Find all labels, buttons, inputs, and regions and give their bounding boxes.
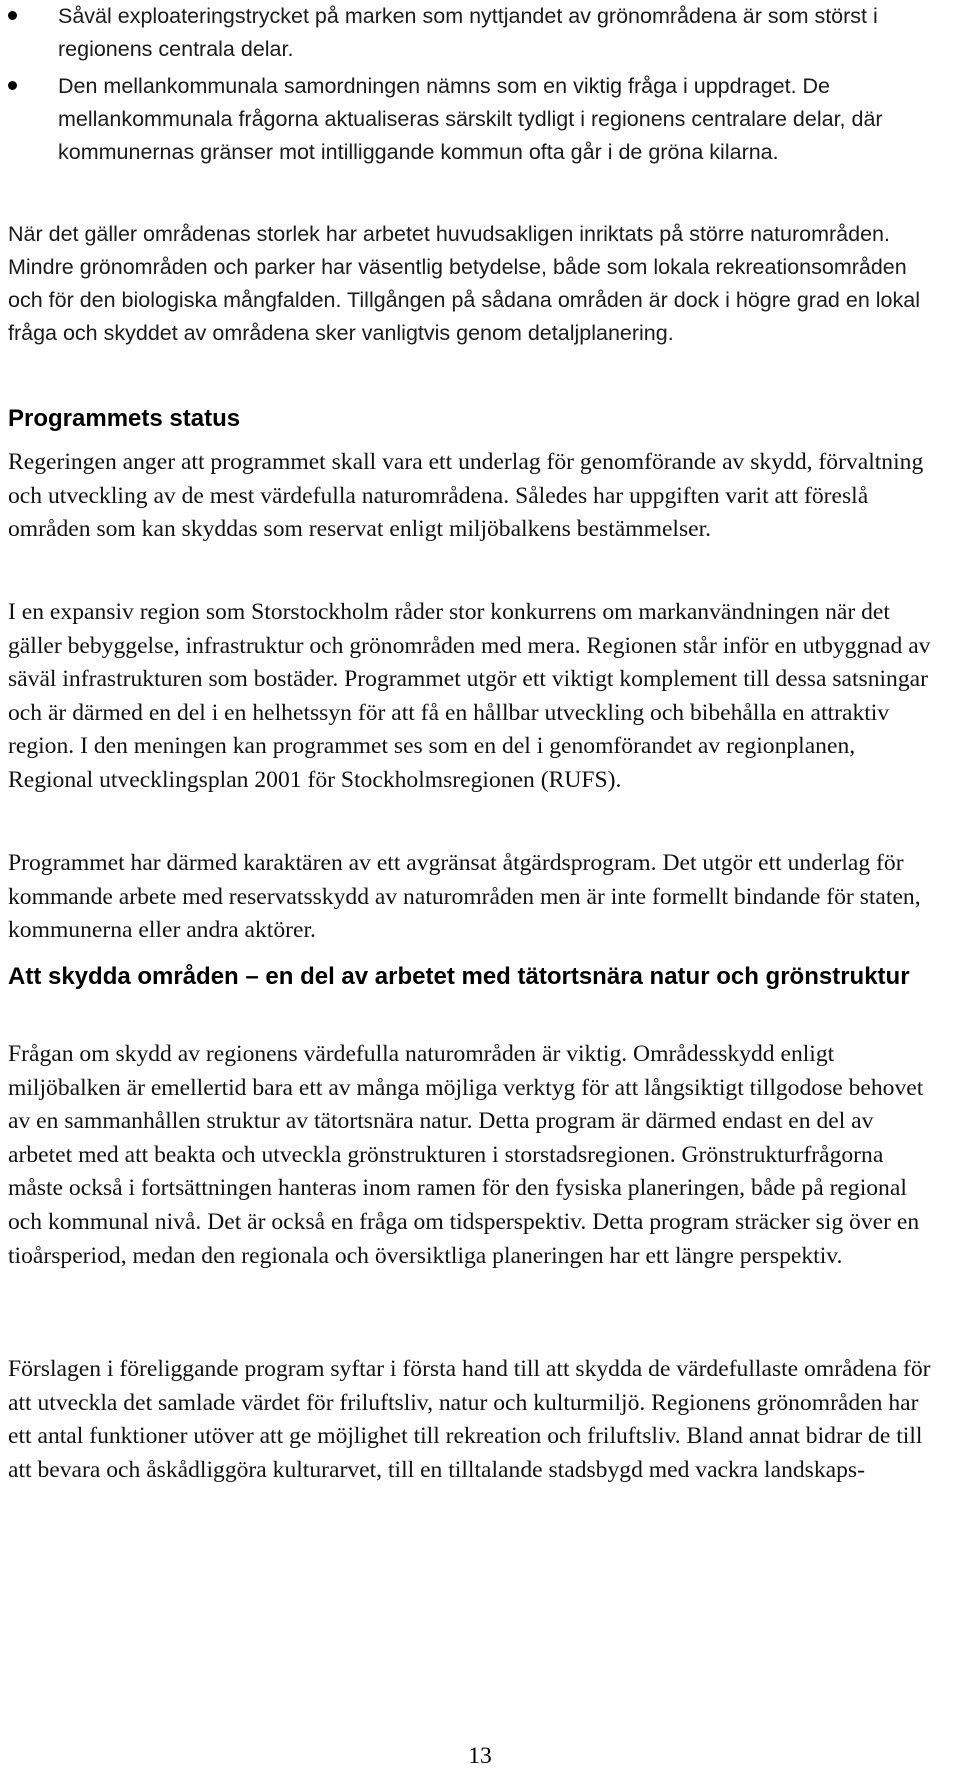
paragraph: Förslagen i föreliggande program syftar i första hand till att skydda de värdefullaste områdena för att utveckla det samlade värdet för friluftsliv, natur och kulturmiljö. Regionens grönområden har ett antal funktioner utöver att ge möjlighet till rekreation och friluftsliv. Bland annat bidrar de till att bevara och åskådliggöra kulturarvet, till en tilltalande stadsbygd med vackra landskaps- xyxy=(8,1356,931,1483)
bullet-list xyxy=(8,0,938,173)
bullet-text: Såväl exploateringstrycket på marken som nyttjandet av grönområdena är som störst i regionens centrala delar. xyxy=(58,4,878,61)
bullet-item xyxy=(8,70,938,169)
paragraph: I en expansiv region som Storstockholm råder stor konkurrens om markanvändningen när det gäller bebyggelse, infrastruktur och grönområden med mera. Regionen står inför en utbyggnad av säväl infrastrukturen som bostäder. Programmet utgör ett viktigt komplement till dessa satsningar och är därmed en del i en helhetssyn för att få en hållbar utveckling och bibehålla en attraktiv region. I den meningen kan programmet ses som en del i genomförandet av regionplanen, Regional utvecklingsplan 2001 för Stockholmsregionen (RUFS). xyxy=(8,599,931,793)
intro-paragraph: När det gäller områdenas storlek har arbetet huvudsakligen inriktats på större naturområden. Mindre grönområden och parker har väsentlig betydelse, både som lokala rekreationsområden och för den biologiska mångfalden. Tillgången på sådana områden är dock i högre grad en lokal fråga och skyddet av områdena sker vanligtvis genom detaljplanering. xyxy=(8,222,920,345)
paragraph: Frågan om skydd av regionens värdefulla naturområden är viktig. Områdesskydd enligt miljöbalken är emellertid bara ett av många möjliga verktyg för att långsiktigt tillgodose behovet av en sammanhållen struktur av tätortsnära natur. Detta program är därmed endast en del av arbetet med att beakta och utveckla grönstrukturen i storstadsregionen. Grönstrukturfrågorna måste också i fortsättningen hanteras inom ramen för den fysiska planeringen, både på regional och kommunal nivå. Det är också en fråga om tidsperspektiv. Detta program sträcker sig över en tioårsperiod, medan den regionala och översiktliga planeringen har ett längre perspektiv. xyxy=(8,1041,924,1269)
page-number: 13 xyxy=(468,1743,492,1769)
section-heading-att-skydda-omraden: Att skydda områden – en del av arbetet med tätortsnära natur och grönstruktur xyxy=(8,963,910,990)
bullet-text: Den mellankommunala samordningen nämns som en viktig fråga i uppdraget. De mellankommunala frågorna aktualiseras särskilt tydligt i regionens centralare delar, där kommunernas gränser mot intilliggande kommun ofta går i de gröna kilarna. xyxy=(58,74,883,164)
section-heading-programmets-status: Programmets status xyxy=(8,405,241,432)
bullet-icon xyxy=(8,81,17,90)
paragraph: Regeringen anger att programmet skall vara ett underlag för genomförande av skydd, förvaltning och utveckling av de mest värdefulla naturområdena. Således har uppgiften varit att föreslå områden som kan skyddas som reservat enligt miljöbalkens bestämmelser. xyxy=(8,449,924,543)
bullet-icon xyxy=(8,11,17,20)
paragraph: Programmet har därmed karaktären av ett avgränsat åtgärdsprogram. Det utgör ett underlag för kommande arbete med reservatsskydd av naturområden men är inte formellt bindande för staten, kommunerna eller andra aktörer. xyxy=(8,850,921,944)
bullet-item xyxy=(8,0,938,66)
